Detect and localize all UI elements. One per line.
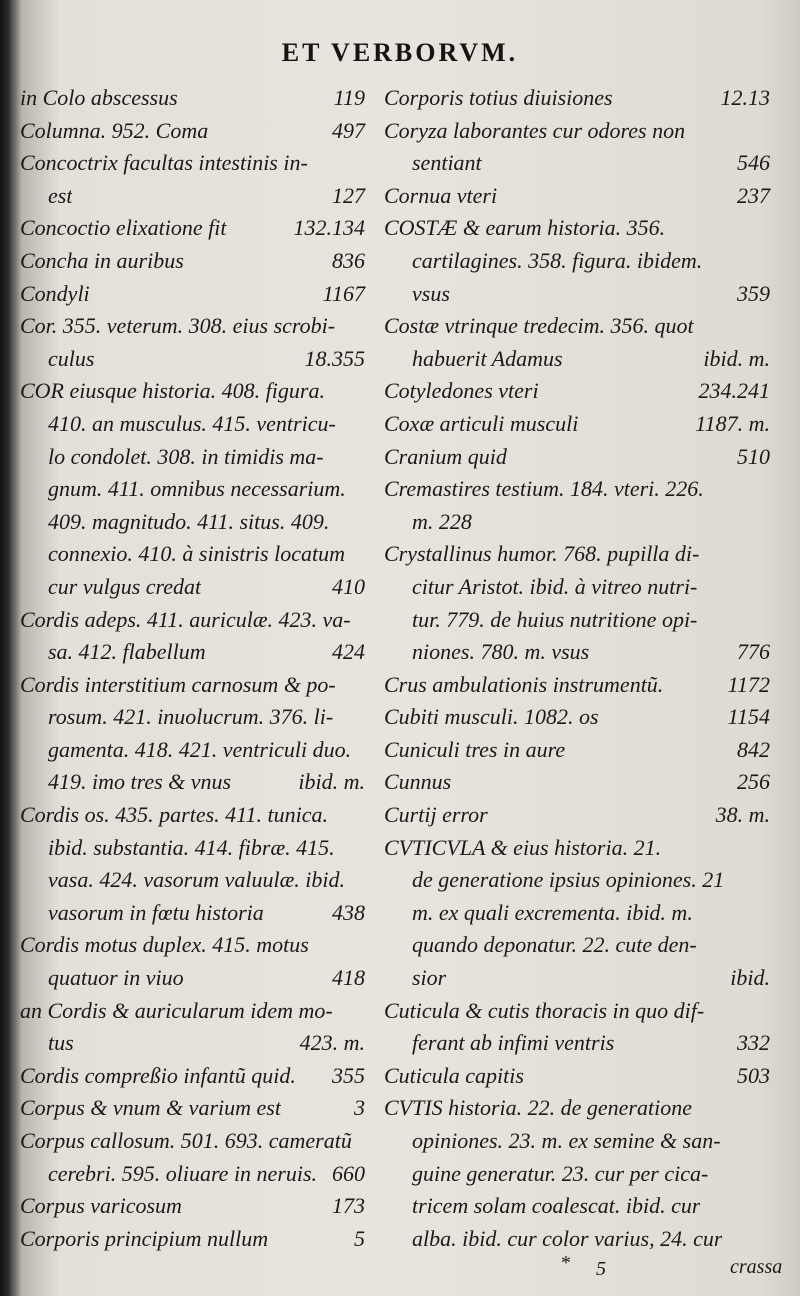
entry-text: Cuticula & cutis thoracis in quo dif- (384, 997, 705, 1023)
entry-page-ref (762, 473, 770, 506)
entry-line (20, 995, 365, 1028)
index-entry (384, 408, 770, 441)
entry-text: Cuticula capitis (384, 1062, 524, 1088)
right-column (384, 82, 770, 1255)
entry-page-ref: 424 (332, 639, 365, 665)
entry-text: habuerit Adamus (412, 345, 563, 371)
entry-line (20, 408, 365, 441)
entry-text: 409. magnitudo. 411. situs. 409. (48, 508, 330, 534)
entry-page-ref (762, 604, 770, 637)
entry-page-ref (357, 734, 365, 767)
entry-line (384, 995, 770, 1028)
entry-page-ref (357, 441, 365, 474)
index-entry (20, 604, 365, 669)
entry-text: tus (48, 1030, 74, 1056)
entry-line (384, 962, 770, 995)
entry-page-ref: 423. m. (299, 1030, 365, 1056)
entry-line (384, 375, 770, 408)
entry-page-ref (762, 245, 770, 278)
entry-line (20, 1060, 365, 1093)
index-entry (20, 799, 365, 929)
entry-page-ref (357, 310, 365, 343)
index-entry (384, 701, 770, 734)
entry-text: gnum. 411. omnibus necessarium. (48, 476, 346, 502)
index-entry (20, 995, 365, 1060)
index-entry (20, 1092, 365, 1125)
entry-text: an Cordis & auricularum idem mo- (20, 997, 333, 1023)
entry-page-ref: ibid. m. (298, 769, 365, 795)
entry-text: vsus (412, 280, 450, 306)
entry-line (20, 929, 365, 962)
entry-page-ref (762, 1190, 770, 1223)
entry-page-ref: 410 (332, 573, 365, 599)
entry-line (384, 1223, 770, 1256)
entry-line (20, 212, 365, 245)
entry-line (20, 636, 365, 669)
entry-line (384, 799, 770, 832)
entry-text: sa. 412. flabellum (48, 639, 206, 665)
entry-page-ref (762, 864, 770, 897)
entry-text: Corporis totius diuisiones (384, 85, 613, 110)
index-entry (384, 799, 770, 832)
entry-text: lo condolet. 308. in timidis ma- (48, 443, 324, 469)
entry-line (20, 1092, 365, 1125)
entry-text: sentiant (412, 150, 482, 176)
entry-page-ref: 842 (737, 736, 770, 762)
entry-page-ref: 355 (332, 1062, 365, 1088)
entry-text: 419. imo tres & vnus (48, 769, 232, 795)
entry-line (20, 897, 365, 930)
entry-text: CVTIS historia. 22. de generatione (384, 1095, 692, 1121)
index-entry (384, 538, 770, 668)
entry-text: Crus ambulationis instrumentũ. (384, 671, 664, 697)
entry-text: Cordis compreßio infantũ quid. (20, 1062, 296, 1088)
entry-line (20, 310, 365, 343)
entry-page-ref (357, 669, 365, 702)
entry-line (384, 1027, 770, 1060)
entry-line (20, 375, 365, 408)
entry-text: Columna. 952. Coma (20, 117, 209, 143)
entry-line (384, 1125, 770, 1158)
index-entry (20, 212, 365, 245)
entry-line (20, 506, 365, 539)
entry-text: Cordis motus duplex. 415. motus (20, 932, 309, 958)
index-entry (384, 995, 770, 1060)
entry-line (20, 278, 365, 311)
entry-page-ref (762, 832, 770, 865)
entry-text: in Colo abscessus (20, 85, 178, 110)
entry-line (384, 441, 770, 474)
entry-page-ref: 127 (332, 182, 365, 208)
entry-line (20, 1190, 365, 1223)
entry-text: Concha in auribus (20, 247, 184, 273)
entry-line (20, 441, 365, 474)
entry-line (20, 864, 365, 897)
entry-text: vasorum in fœtu historia (48, 899, 264, 925)
index-entry (20, 310, 365, 375)
entry-line (20, 734, 365, 767)
entry-line (384, 180, 770, 213)
entry-text: opiniones. 23. m. ex semine & san- (412, 1128, 721, 1153)
index-entry (384, 375, 770, 408)
entry-text: Cordis interstitium carnosum & po- (20, 671, 336, 697)
entry-line (384, 1092, 770, 1125)
entry-line (20, 1027, 365, 1060)
entry-line (384, 1190, 770, 1223)
entry-page-ref: 1154 (727, 704, 770, 730)
index-entry (20, 115, 365, 148)
entry-text: Corpus varicosum (20, 1193, 182, 1219)
entry-page-ref: 256 (737, 769, 770, 795)
entry-text: de generatione ipsius opiniones. 21 (412, 867, 725, 893)
entry-text: niones. 780. m. vsus (412, 639, 590, 665)
index-entry (20, 669, 365, 799)
entry-page-ref (357, 506, 365, 539)
entry-page-ref: ibid. m. (703, 345, 770, 371)
entry-page-ref (357, 538, 365, 571)
signature-number: 5 (596, 1258, 606, 1280)
index-entry (384, 115, 770, 180)
entry-page-ref: 234.241 (698, 378, 770, 404)
entry-page-ref (357, 408, 365, 441)
entry-text: Corpus callosum. 501. 693. cameratũ (20, 1128, 352, 1153)
entry-line (384, 147, 770, 180)
entry-line (384, 245, 770, 278)
entry-line (20, 538, 365, 571)
entry-page-ref (357, 473, 365, 506)
entry-line (384, 408, 770, 441)
index-entry (384, 473, 770, 538)
entry-page-ref (762, 995, 770, 1028)
entry-line (20, 701, 365, 734)
entry-text: tricem solam coalescat. ibid. cur (412, 1193, 701, 1219)
entry-page-ref (357, 929, 365, 962)
entry-text: connexio. 410. à sinistris locatum (48, 541, 345, 567)
entry-text: Cubiti musculi. 1082. os (384, 704, 599, 730)
binding-edge (0, 0, 14, 1296)
index-entry (20, 1223, 365, 1256)
entry-text: Curtij error (384, 802, 488, 828)
entry-page-ref (762, 1092, 770, 1125)
entry-page-ref: 503 (737, 1062, 770, 1088)
entry-line (20, 180, 365, 213)
entry-page-ref: 1172 (727, 671, 770, 697)
entry-text: vasa. 424. vasorum valuulæ. ibid. (48, 867, 345, 893)
entry-line (20, 669, 365, 702)
entry-text: tur. 779. de huius nutritione opi- (412, 606, 698, 632)
entry-line (384, 734, 770, 767)
entry-text: Cordis adeps. 411. auriculæ. 423. va- (20, 606, 351, 632)
index-entry (20, 375, 365, 603)
entry-text: est (48, 182, 73, 208)
entry-text: cartilagines. 358. figura. ibidem. (412, 247, 703, 273)
entry-text: 410. an musculus. 415. ventricu- (48, 410, 336, 436)
entry-line (20, 962, 365, 995)
entry-line (384, 82, 770, 115)
entry-page-ref: 660 (332, 1160, 365, 1186)
index-entry (20, 278, 365, 311)
entry-text: guine generatur. 23. cur per cica- (412, 1160, 709, 1186)
entry-line (384, 212, 770, 245)
entry-text: sior (412, 965, 447, 991)
index-entry (20, 1190, 365, 1223)
entry-page-ref: 1187. m. (695, 410, 770, 436)
entry-text: gamenta. 418. 421. ventriculi duo. (48, 736, 352, 762)
index-entry (384, 310, 770, 375)
entry-page-ref: 5 (354, 1225, 365, 1251)
entry-line (384, 538, 770, 571)
entry-page-ref (762, 1125, 770, 1158)
entry-line (20, 799, 365, 832)
entry-page-ref: 3 (354, 1095, 365, 1121)
entry-line (20, 766, 365, 799)
entry-line (384, 1158, 770, 1191)
entry-text: Cor. 355. veterum. 308. eius scrobi- (20, 313, 336, 339)
index-entry (20, 1060, 365, 1093)
entry-page-ref (762, 929, 770, 962)
entry-page-ref (762, 212, 770, 245)
entry-page-ref: 132.134 (293, 215, 365, 241)
entry-text: CVTICVLA & eius historia. 21. (384, 834, 662, 860)
entry-page-ref: 418 (332, 965, 365, 991)
entry-line (384, 571, 770, 604)
entry-text: cerebri. 595. oliuare in neruis. (48, 1160, 318, 1186)
entry-line (384, 929, 770, 962)
entry-text: alba. ibid. cur color varius, 24. cur (412, 1225, 723, 1251)
entry-line (384, 832, 770, 865)
entry-line (20, 343, 365, 376)
entry-text: quatuor in viuo (48, 965, 184, 991)
entry-page-ref (357, 604, 365, 637)
index-entry (384, 1060, 770, 1093)
entry-page-ref (357, 864, 365, 897)
entry-line (384, 1060, 770, 1093)
entry-text: Coxæ articuli musculi (384, 410, 579, 436)
index-entry (384, 212, 770, 310)
entry-line (20, 1125, 365, 1158)
signature-mark: * (560, 1252, 570, 1274)
entry-line (20, 473, 365, 506)
index-entry (384, 180, 770, 213)
entry-text: Corpus & vnum & varium est (20, 1095, 281, 1121)
left-column (20, 82, 365, 1255)
entry-line (384, 864, 770, 897)
entry-text: Crystallinus humor. 768. pupilla di- (384, 541, 700, 567)
entry-page-ref: 359 (737, 280, 770, 306)
entry-line (20, 604, 365, 637)
entry-line (384, 343, 770, 376)
entry-page-ref: ibid. (730, 965, 770, 991)
index-entry (384, 441, 770, 474)
entry-text: m. ex quali excrementa. ibid. m. (412, 899, 693, 925)
entry-page-ref: 18.355 (304, 345, 365, 371)
entry-line (384, 766, 770, 799)
index-entry (20, 82, 365, 115)
entry-line (384, 506, 770, 539)
entry-text: rosum. 421. inuolucrum. 376. li- (48, 704, 334, 730)
entry-text: ibid. substantia. 414. fibræ. 415. (48, 834, 335, 860)
index-entry (20, 245, 365, 278)
entry-page-ref: 38. m. (715, 802, 770, 828)
entry-page-ref: 497 (332, 117, 365, 143)
entry-page-ref: 546 (737, 150, 770, 176)
index-entry (20, 1125, 365, 1190)
entry-line (384, 310, 770, 343)
entry-page-ref (357, 1125, 365, 1158)
entry-line (384, 473, 770, 506)
index-entry (20, 929, 365, 994)
entry-line (20, 82, 365, 115)
entry-page-ref: 438 (332, 899, 365, 925)
entry-text: ferant ab infimi ventris (412, 1030, 615, 1056)
entry-text: Cordis os. 435. partes. 411. tunica. (20, 802, 329, 828)
entry-page-ref: 776 (737, 639, 770, 665)
entry-page-ref: 510 (737, 443, 770, 469)
entry-page-ref: 836 (332, 247, 365, 273)
entry-text: Condyli (20, 280, 90, 306)
entry-page-ref: 173 (332, 1193, 365, 1219)
entry-page-ref (762, 538, 770, 571)
index-entry (384, 766, 770, 799)
entry-page-ref: 119 (333, 85, 365, 110)
entry-page-ref: 332 (737, 1030, 770, 1056)
entry-line (20, 832, 365, 865)
entry-page-ref (762, 115, 770, 148)
entry-page-ref (357, 701, 365, 734)
entry-page-ref (357, 799, 365, 832)
catchword: crassa (730, 1256, 783, 1278)
entry-line (384, 636, 770, 669)
entry-page-ref (357, 147, 365, 180)
entry-text: COR eiusque historia. 408. figura. (20, 378, 325, 404)
entry-line (20, 571, 365, 604)
entry-page-ref (762, 1223, 770, 1256)
entry-text: Cornua vteri (384, 182, 498, 208)
entry-line (20, 115, 365, 148)
entry-text: Cranium quid (384, 443, 507, 469)
entry-line (20, 1223, 365, 1256)
entry-text: culus (48, 345, 95, 371)
entry-text: Coryza laborantes cur odores non (384, 117, 686, 143)
entry-text: Concoctio elixatione fit (20, 215, 227, 241)
entry-line (20, 245, 365, 278)
entry-line (20, 147, 365, 180)
entry-text: COSTÆ & earum historia. 356. (384, 215, 666, 241)
entry-page-ref (762, 897, 770, 930)
entry-text: quando deponatur. 22. cute den- (412, 932, 697, 958)
entry-text: Corporis principium nullum (20, 1225, 269, 1251)
index-entry (384, 82, 770, 115)
entry-line (384, 604, 770, 637)
entry-text: Cotyledones vteri (384, 378, 539, 404)
entry-page-ref: 1167 (322, 280, 365, 306)
index-entry (384, 669, 770, 702)
entry-text: Cuniculi tres in aure (384, 736, 566, 762)
entry-page-ref (357, 375, 365, 408)
entry-text: Concoctrix facultas intestinis in- (20, 150, 308, 176)
page-header: ET VERBORVM. (281, 38, 519, 67)
entry-line (384, 278, 770, 311)
entry-page-ref (762, 571, 770, 604)
entry-text: cur vulgus credat (48, 573, 202, 599)
entry-page-ref: 12.13 (720, 85, 770, 110)
entry-line (384, 897, 770, 930)
entry-page-ref (762, 1158, 770, 1191)
entry-text: Costæ vtrinque tredecim. 356. quot (384, 313, 694, 339)
entry-page-ref (762, 310, 770, 343)
index-entry (384, 734, 770, 767)
entry-page-ref: 237 (737, 182, 770, 208)
entry-page-ref (762, 506, 770, 539)
entry-text: m. 228 (412, 508, 472, 534)
entry-text: Cremastires testium. 184. vteri. 226. (384, 476, 704, 502)
index-entry (20, 147, 365, 212)
entry-line (384, 115, 770, 148)
index-entry (384, 832, 770, 995)
index-entry (384, 1092, 770, 1255)
entry-line (384, 669, 770, 702)
entry-page-ref (357, 995, 365, 1028)
entry-page-ref (357, 832, 365, 865)
entry-line (20, 1158, 365, 1191)
entry-line (384, 701, 770, 734)
entry-text: citur Aristot. ibid. à vitreo nutri- (412, 573, 698, 599)
entry-text: Cunnus (384, 769, 452, 795)
